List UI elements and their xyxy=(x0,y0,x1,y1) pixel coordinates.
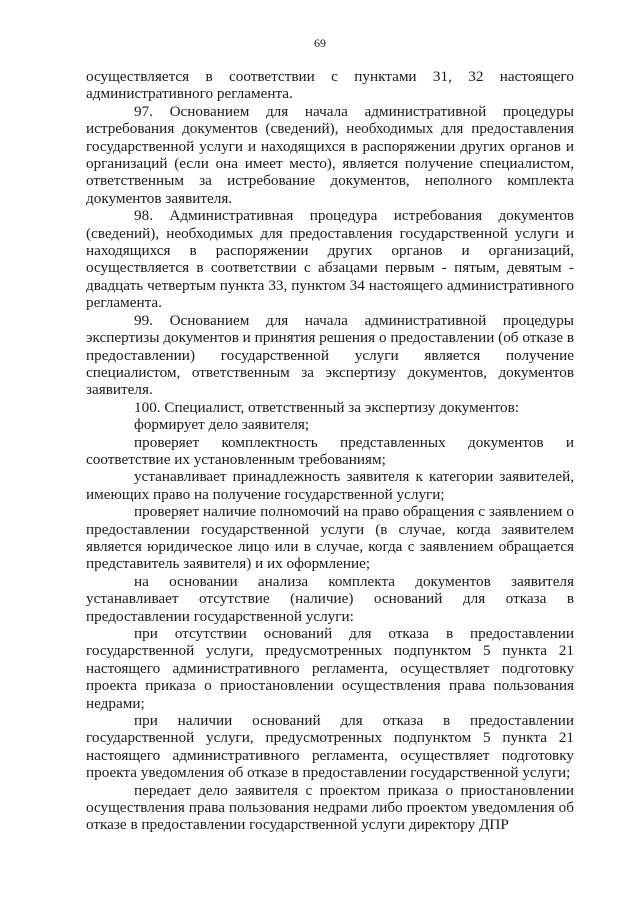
paragraph-97: 97. Основанием для начала административной процедуры истребования документов (сведений), необходимых для предоставления государственной услуги и находящихся в распоряжении других органов и организаций (если она имеет место), является получение специалистом, ответственным за истребование документов, неполного комплекта документов заявителя. xyxy=(86,102,574,207)
list-item-establishes-grounds: на основании анализа комплекта документов заявителя устанавливает отсутствие (наличие) оснований для отказа в предоставлении государственной услуги: xyxy=(86,572,574,625)
paragraph-99: 99. Основанием для начала административной процедуры экспертизы документов и принятия решения о предоставлении (об отказе в предоставлении) государственной услуги является получение специалистом, ответственным за экспертизу документов, документов заявителя. xyxy=(86,311,574,399)
paragraph-100: 100. Специалист, ответственный за экспертизу документов: xyxy=(134,398,519,416)
list-item-establishes-category: устанавливает принадлежность заявителя к категории заявителей, имеющих право на получение государственной услуги; xyxy=(86,468,574,503)
paragraph-98: 98. Административная процедура истребования документов (сведений), необходимых для предоставления государственной услуги и находящихся в распоряжении других органов и организаций, осуществляется в соответствии с абзацами первым - пятым, девятым - двадцать четвертым пункта 33, пунктом 34 настоящего административного регламента. xyxy=(86,207,574,312)
page-number: 69 xyxy=(314,36,326,50)
list-item-transfers-case: передает дело заявителя с проектом приказа о приостановлении осуществления права пользования недрами либо проектом уведомления об отказе в предоставлении государственной услуги директору ДПР xyxy=(86,781,574,834)
list-item-checks-authority: проверяет наличие полномочий на право обращения с заявлением о предоставлении государственной услуги (в случае, когда заявителем является юридическое лицо или в случае, когда с заявлением обращается представитель заявителя) и их оформление; xyxy=(86,503,574,573)
list-item-forms-case: формирует дело заявителя; xyxy=(134,416,310,434)
document-body xyxy=(86,68,574,834)
list-item-checks-completeness: проверяет комплектность представленных документов и соответствие их установленным требованиям; xyxy=(86,433,574,468)
list-item-has-grounds: при наличии оснований для отказа в предоставлении государственной услуги, предусмотренных подпунктом 5 пункта 21 настоящего административного регламента, осуществляет подготовку проекта уведомления об отказе в предоставлении государственной услуги; xyxy=(86,712,574,782)
paragraph-continuation: осуществляется в соответствии с пунктами 31, 32 настоящего административного регламента. xyxy=(86,68,574,103)
list-item-no-grounds: при отсутствии оснований для отказа в предоставлении государственной услуги, предусмотренных подпунктом 5 пункта 21 настоящего административного регламента, осуществляет подготовку проекта приказа о приостановлении осуществления права пользования недрами; xyxy=(86,625,574,712)
